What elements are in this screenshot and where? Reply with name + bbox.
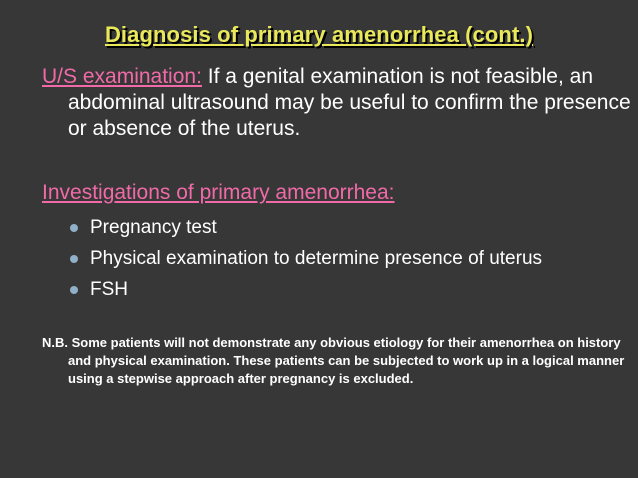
list-item [68,247,608,270]
investigations-list [68,216,608,309]
nb-note: N.B. Some patients will not demonstrate any obvious etiology for their amenorrhea on history and physical examination. These patients can be subjected to work up in a logical manner using a stepwise approach after pregnancy is excluded. [42,335,625,386]
bullet-icon [70,255,78,263]
list-item-text: FSH [90,279,128,300]
investigations-heading: Investigations of primary amenorrhea: [42,181,395,204]
bullet-icon [70,224,78,232]
list-item-text: Pregnancy test [90,217,217,238]
us-examination-paragraph [42,64,638,142]
list-item [68,278,608,301]
list-item [68,216,608,239]
slide-title: Diagnosis of primary amenorrhea (cont.) [104,22,534,47]
bullet-icon [70,286,78,294]
us-examination-label: U/S examination: [42,65,202,88]
list-item-text: Physical examination to determine presence of uterus [90,248,543,269]
us-examination-text: If a genital examination is not feasible, an abdominal ultrasound may be useful to confirm the presence or absence of the uterus. [68,65,631,140]
